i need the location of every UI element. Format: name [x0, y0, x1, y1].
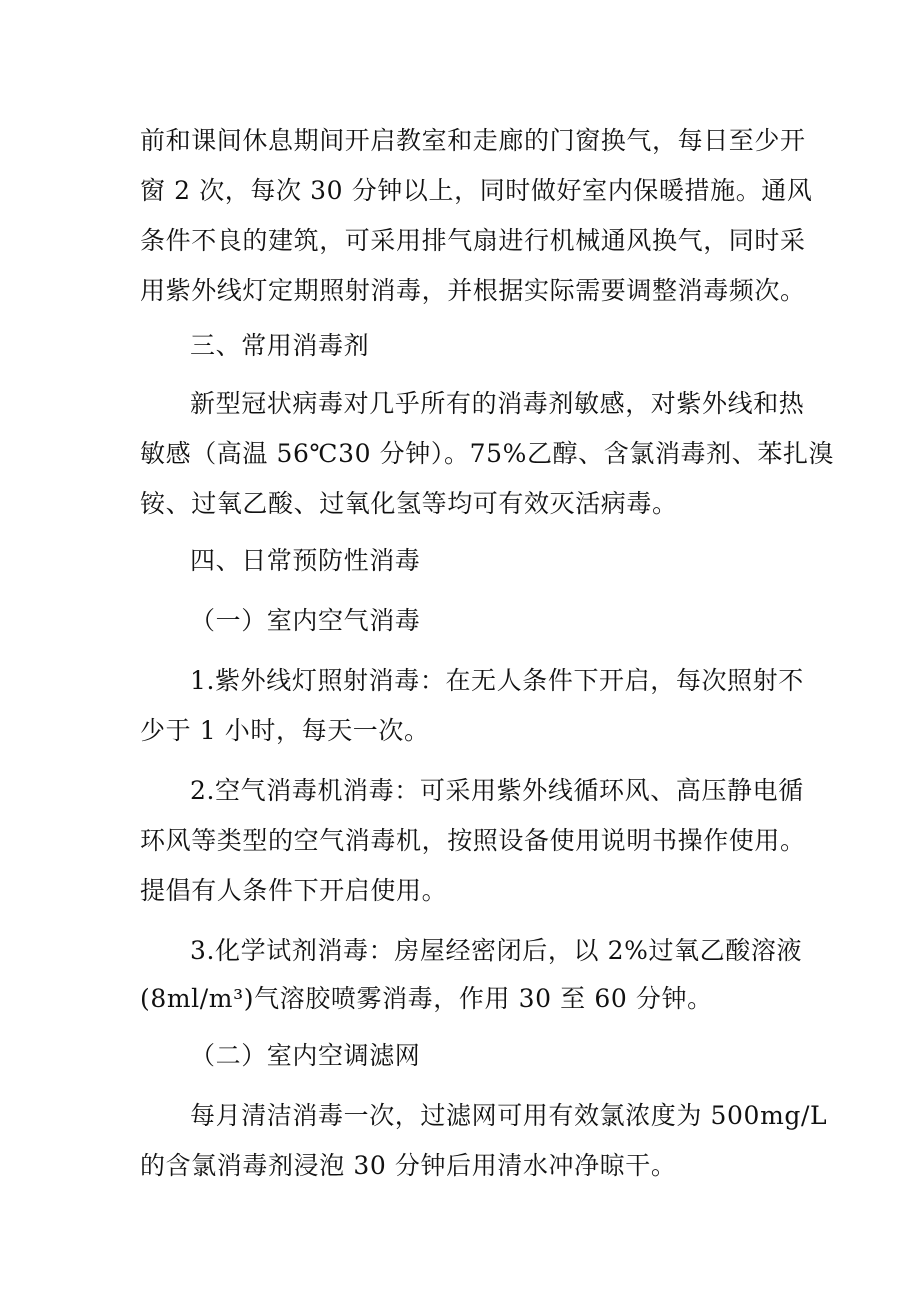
text-line: 1.紫外线灯照射消毒：在无人条件下开启，每次照射不: [190, 666, 804, 695]
text-line: 铵、过氧乙酸、过氧化氢等均可有效灭活病毒。: [140, 489, 678, 518]
subsection-heading: （一）室内空气消毒: [190, 606, 421, 635]
text-line: 前和课间休息期间开启教室和走廊的门窗换气，每日至少开: [140, 126, 806, 155]
subsection-heading: （二）室内空调滤网: [190, 1041, 421, 1070]
section-heading: 四、日常预防性消毒: [190, 546, 421, 575]
text-line: 新型冠状病毒对几乎所有的消毒剂敏感，对紫外线和热: [190, 389, 805, 418]
text-line: 窗 2 次，每次 30 分钟以上，同时做好室内保暖措施。通风: [140, 176, 813, 205]
text-line: 每月清洁消毒一次，过滤网可用有效氯浓度为 500mg/L: [190, 1101, 828, 1130]
section-heading: 三、常用消毒剂: [190, 331, 370, 360]
text-line: 的含氯消毒剂浸泡 30 分钟后用清水冲净晾干。: [140, 1151, 677, 1180]
text-line: (8ml/m³)气溶胶喷雾消毒，作用 30 至 60 分钟。: [140, 984, 713, 1013]
text-line: 敏感（高温 56℃30 分钟）。75%乙醇、含氯消毒剂、苯扎溴: [140, 439, 835, 468]
text-line: 2.空气消毒机消毒：可采用紫外线循环风、高压静电循: [190, 776, 804, 805]
text-line: 少于 1 小时，每天一次。: [140, 716, 430, 745]
text-line: 环风等类型的空气消毒机，按照设备使用说明书操作使用。: [140, 826, 806, 855]
text-line: 条件不良的建筑，可采用排气扇进行机械通风换气，同时采: [140, 226, 806, 255]
text-line: 用紫外线灯定期照射消毒，并根据实际需要调整消毒频次。: [140, 276, 806, 305]
text-line: 提倡有人条件下开启使用。: [140, 876, 448, 905]
text-line: 3.化学试剂消毒：房屋经密闭后，以 2%过氧乙酸溶液: [190, 936, 803, 965]
